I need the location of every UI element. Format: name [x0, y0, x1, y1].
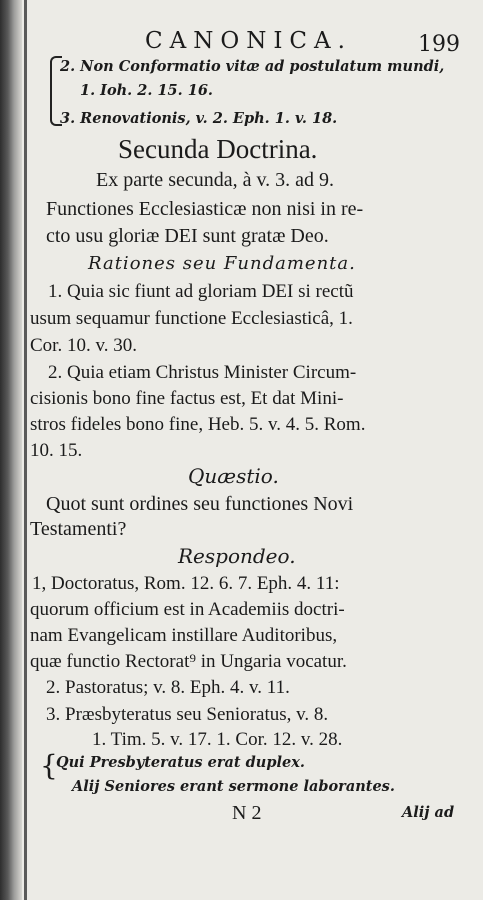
section-title: Secunda Doctrina. — [118, 134, 318, 164]
catchword: Alij ad — [402, 804, 455, 821]
running-title: CANONICA. — [145, 28, 352, 54]
rationes-line: usum sequamur functione Ecclesiasticâ, 1. — [30, 308, 353, 329]
intro-line: cto usu gloriæ DEI sunt gratæ Deo. — [46, 225, 329, 247]
respondeo-line: 1, Doctoratus, Rom. 12. 6. 7. Eph. 4. 11: — [32, 573, 340, 594]
top-list-item: 1. Ioh. 2. 15. 16. — [80, 82, 213, 99]
note-line: Alij Seniores erant sermone laborantes. — [72, 778, 395, 795]
top-list-item: 3. Renovationis, v. 2. Eph. 1. v. 18. — [60, 110, 338, 127]
book-binding-edge — [0, 0, 22, 900]
rationes-line: cisionis bono fine factus est, Et dat Mini- — [30, 388, 344, 409]
rationes-heading: Rationes seu Fundamenta. — [88, 253, 356, 274]
respondeo-line: quæ functio Rectorat⁹ in Ungaria vocatur. — [30, 651, 347, 672]
respondeo-heading: Respondeo. — [178, 544, 296, 568]
respondeo-line: nam Evangelicam instillare Auditoribus, — [30, 625, 338, 646]
respondeo-line: quorum officium est in Academiis doctri- — [30, 599, 345, 620]
respondeo-line: 1. Tim. 5. v. 17. 1. Cor. 12. v. 28. — [92, 729, 343, 750]
intro-line: Ex parte secunda, à v. 3. ad 9. — [96, 169, 335, 191]
top-list-item: 2. Non Conformatio vitæ ad postulatum mundi, — [60, 58, 445, 75]
note-line: Qui Presbyteratus erat duplex. — [56, 754, 305, 771]
rationes-line: 1. Quia sic fiunt ad gloriam DEI si rectũ — [48, 281, 354, 302]
rationes-line: 10. 15. — [30, 440, 83, 461]
quaestio-line: Testamenti? — [30, 518, 127, 540]
binding-shadow-line — [24, 0, 27, 900]
signature-mark: N 2 — [232, 802, 262, 824]
quaestio-line: Quot sunt ordines seu functiones Novi — [46, 493, 354, 515]
rationes-line: Cor. 10. v. 30. — [30, 335, 137, 356]
quaestio-heading: Quæstio. — [188, 464, 279, 488]
respondeo-line: 3. Præsbyteratus seu Senioratus, v. 8. — [46, 704, 329, 725]
intro-line: Functiones Ecclesiasticæ non nisi in re- — [46, 198, 364, 220]
rationes-line: stros fideles bono fine, Heb. 5. v. 4. 5. Rom. — [30, 414, 366, 435]
respondeo-line: 2. Pastoratus; v. 8. Eph. 4. v. 11. — [46, 677, 290, 698]
rationes-line: 2. Quia etiam Christus Minister Circum- — [48, 362, 357, 383]
page-number: 199 — [418, 32, 460, 57]
notes-brace: { — [40, 749, 58, 782]
